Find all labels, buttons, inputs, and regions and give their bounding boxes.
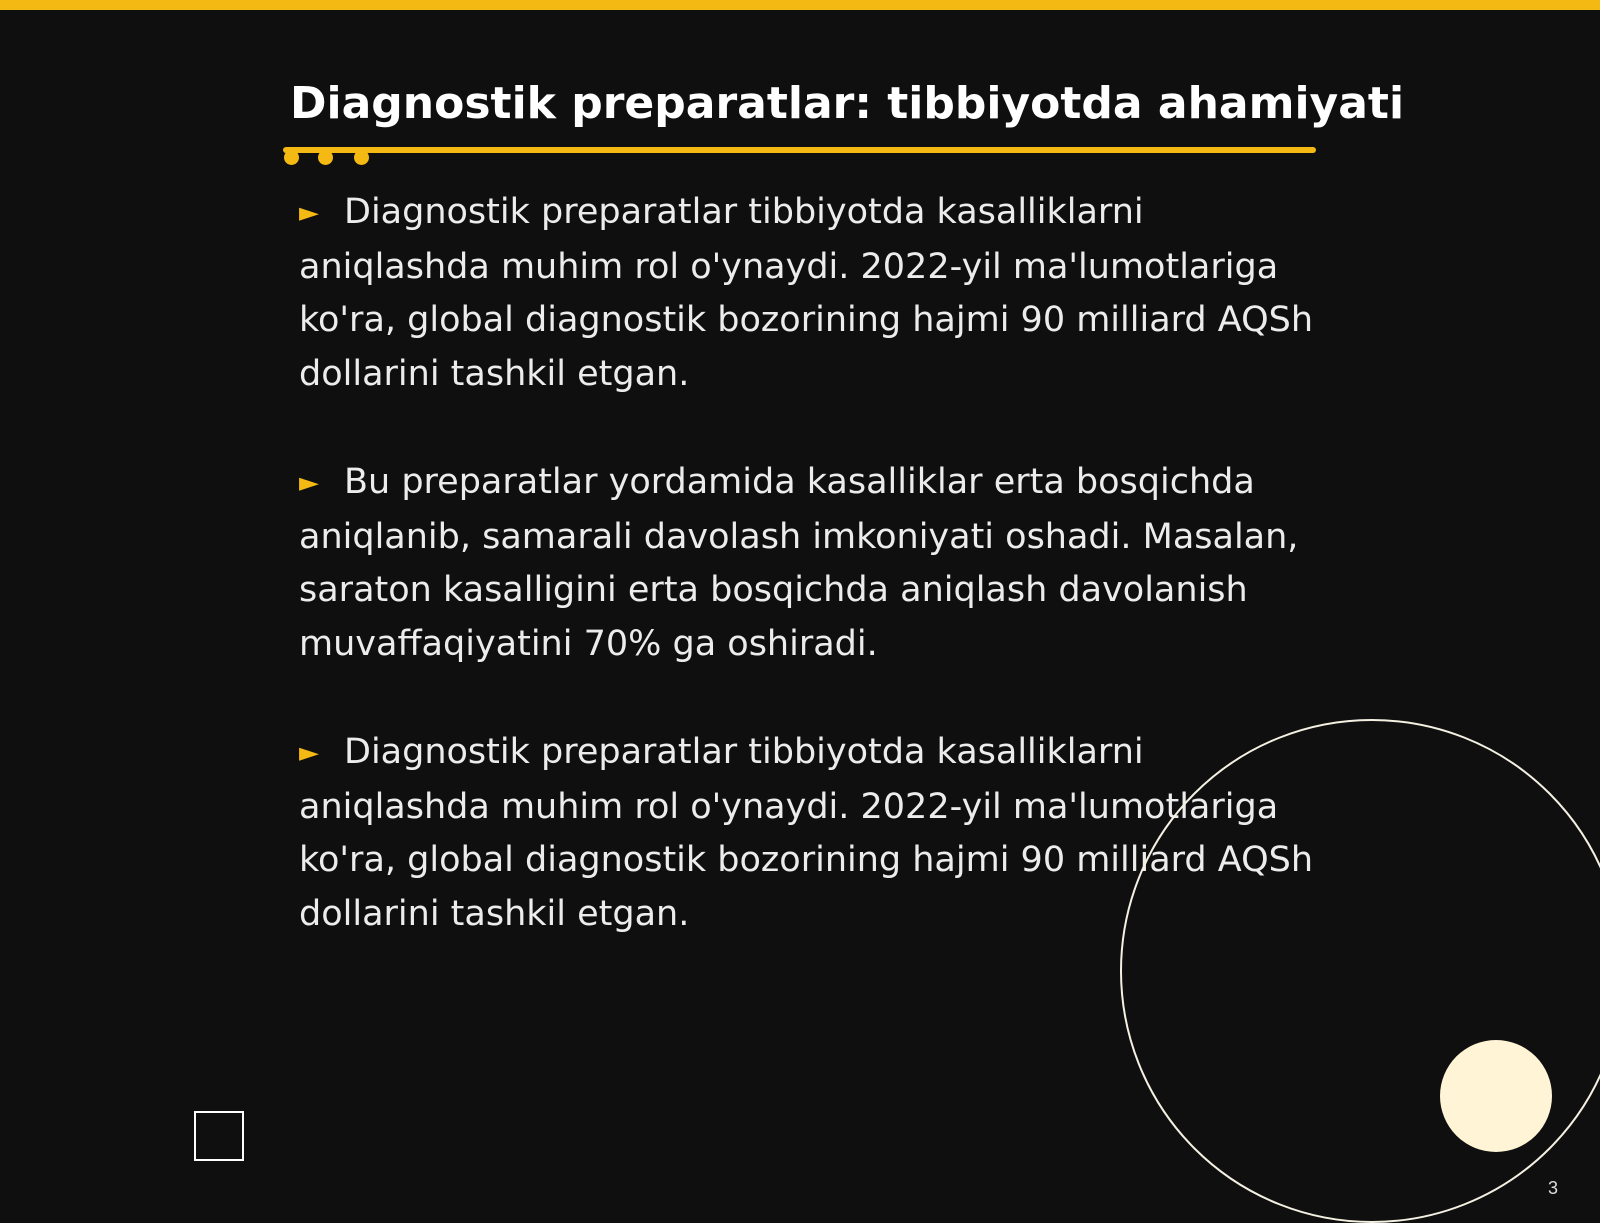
bullet-item [299,186,1319,401]
bullet-text: Diagnostik preparatlar tibbiyotda kasalliklarni aniqlashda muhim rol o'ynaydi. 2022-yil ma'lumotlariga ko'ra, global diagnostik bozorining hajmi 90 milliard AQSh dollarini tashkil etgan. [299,732,1314,934]
underline-dot [354,150,369,165]
title-underline [283,147,1316,153]
bullet-arrow-icon: ► [299,198,319,228]
page-number: 3 [1548,1178,1559,1198]
top-accent-bar [0,0,1600,10]
bullet-arrow-icon: ► [299,468,319,498]
underline-dot [284,150,299,165]
bullet-text: Diagnostik preparatlar tibbiyotda kasalliklarni aniqlashda muhim rol o'ynaydi. 2022-yil ma'lumotlariga ko'ra, global diagnostik bozorining hajmi 90 milliard AQSh dollarini tashkil etgan. [299,192,1314,394]
bullet-text: Bu preparatlar yordamida kasalliklar erta bosqichda aniqlanib, samarali davolash imkoniyati oshadi. Masalan, saraton kasalligini erta bosqichda aniqlash davolanish muvaffaqiyatini 70% ga oshiradi. [299,462,1299,664]
slide-title: Diagnostik preparatlar: tibbiyotda ahamiyati [290,78,1405,129]
bullet-arrow-icon: ► [299,738,319,768]
decorative-square [194,1111,244,1161]
decorative-ring [1120,719,1600,1223]
decorative-dot [1440,1040,1552,1152]
bullet-item [299,456,1319,671]
underline-dot [318,150,333,165]
